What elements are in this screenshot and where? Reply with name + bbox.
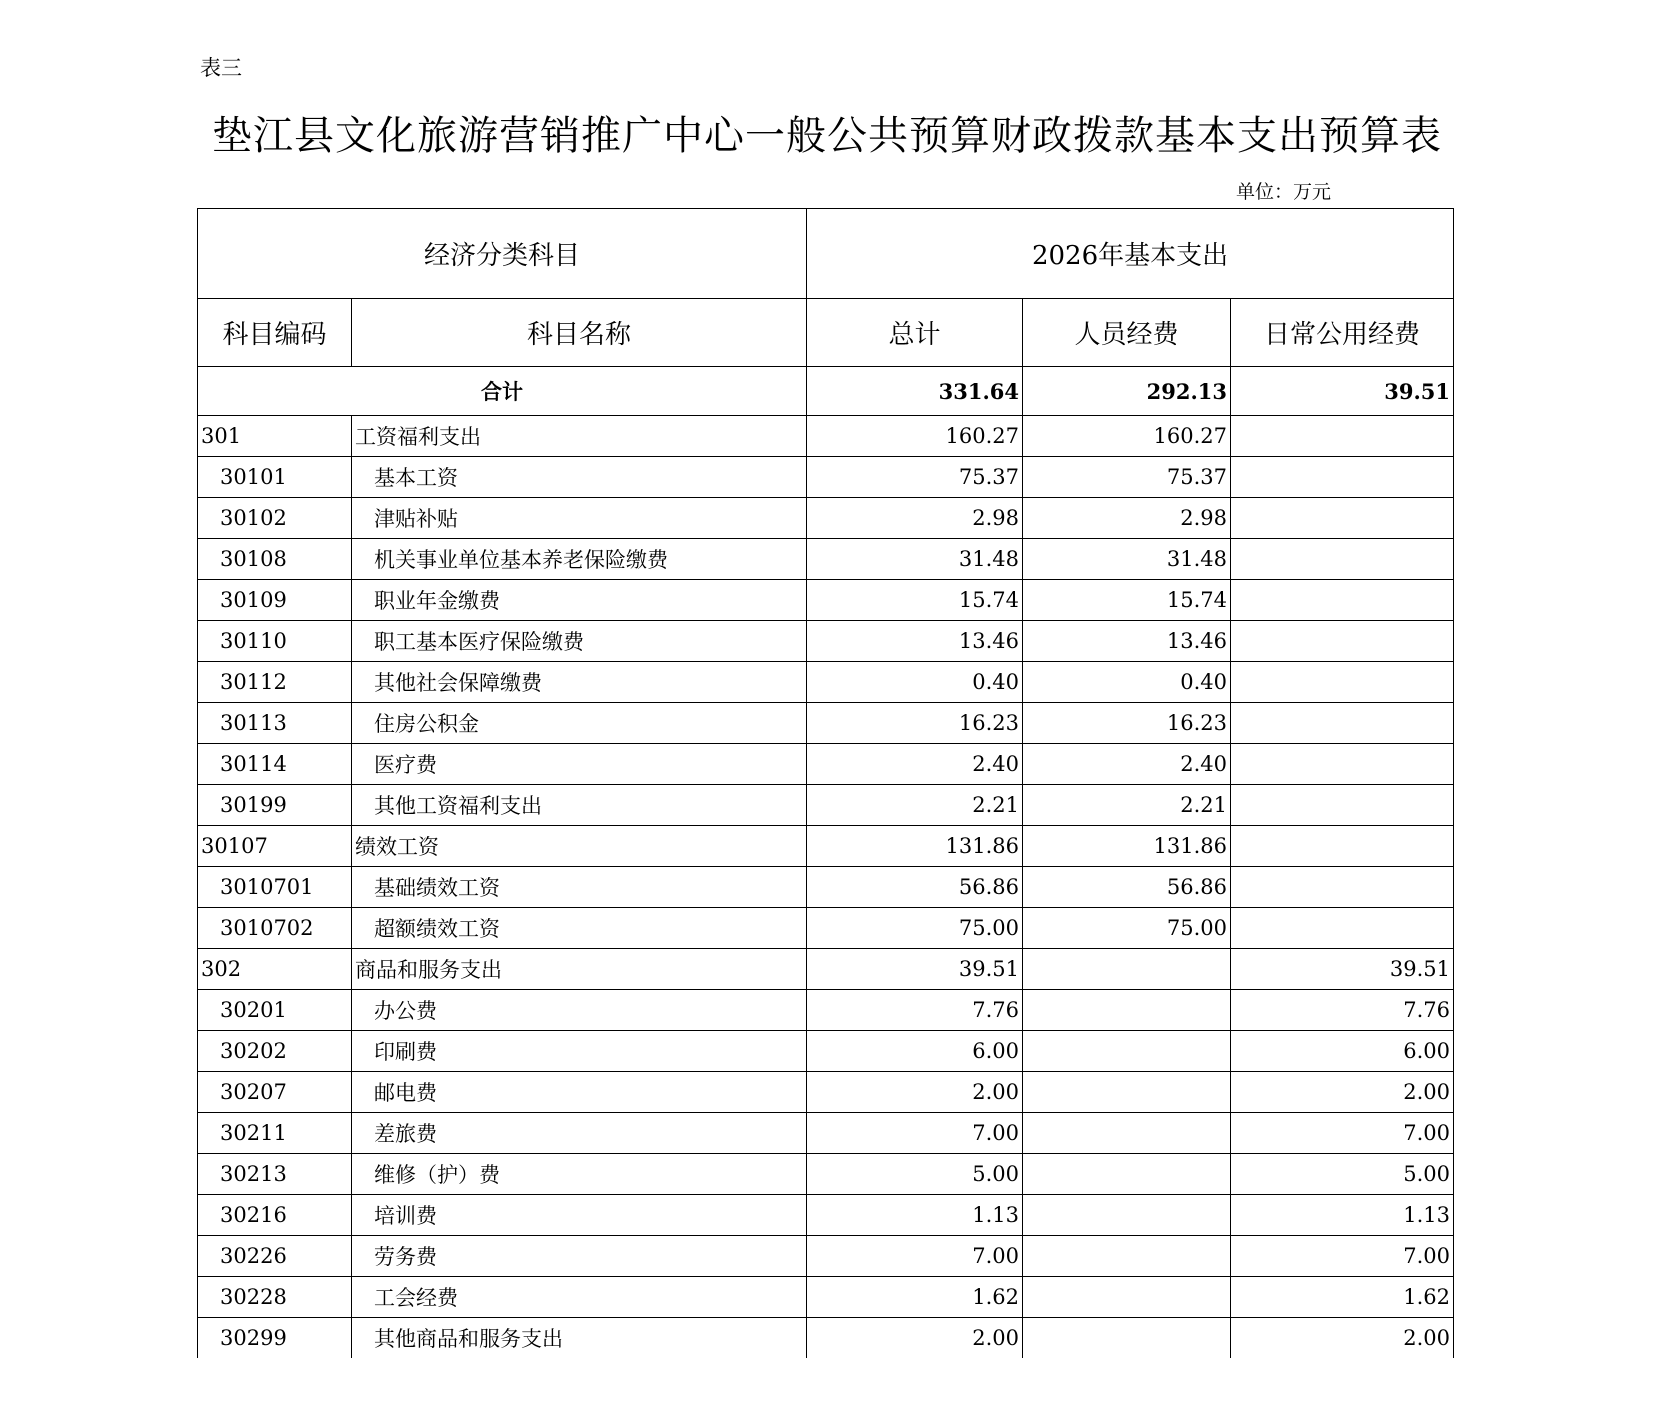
row-name: 工资福利支出	[352, 416, 807, 457]
row-name: 机关事业单位基本养老保险缴费	[352, 539, 807, 580]
table-row	[198, 1031, 1454, 1072]
table-row	[198, 826, 1454, 867]
row-public	[1231, 539, 1454, 580]
table-row	[198, 744, 1454, 785]
row-public: 1.13	[1231, 1195, 1454, 1236]
row-personnel	[1023, 1072, 1231, 1113]
page-title: 垫江县文化旅游营销推广中心一般公共预算财政拨款基本支出预算表	[212, 113, 1442, 159]
row-personnel: 2.21	[1023, 785, 1231, 826]
row-total: 2.98	[807, 498, 1023, 539]
row-code: 30201	[198, 990, 352, 1031]
row-total: 2.40	[807, 744, 1023, 785]
row-code: 30112	[198, 662, 352, 703]
row-total: 16.23	[807, 703, 1023, 744]
row-public: 2.00	[1231, 1318, 1454, 1359]
row-personnel	[1023, 990, 1231, 1031]
row-public	[1231, 457, 1454, 498]
table-row	[198, 498, 1454, 539]
row-code: 30211	[198, 1113, 352, 1154]
row-total: 39.51	[807, 949, 1023, 990]
table-row	[198, 1195, 1454, 1236]
row-public	[1231, 498, 1454, 539]
row-personnel	[1023, 1113, 1231, 1154]
table-row	[198, 949, 1454, 990]
row-code: 30207	[198, 1072, 352, 1113]
row-name: 培训费	[352, 1195, 807, 1236]
row-public	[1231, 785, 1454, 826]
row-code: 30109	[198, 580, 352, 621]
row-code: 301	[198, 416, 352, 457]
row-total: 7.00	[807, 1236, 1023, 1277]
row-name: 医疗费	[352, 744, 807, 785]
row-public: 7.76	[1231, 990, 1454, 1031]
row-name: 住房公积金	[352, 703, 807, 744]
table-row	[198, 908, 1454, 949]
row-total: 75.37	[807, 457, 1023, 498]
row-code: 30213	[198, 1154, 352, 1195]
table-row	[198, 539, 1454, 580]
row-total: 56.86	[807, 867, 1023, 908]
budget-table	[197, 208, 1454, 1358]
row-personnel: 2.40	[1023, 744, 1231, 785]
header-personnel: 人员经费	[1023, 299, 1231, 367]
row-public: 6.00	[1231, 1031, 1454, 1072]
table-row	[198, 457, 1454, 498]
row-code: 30228	[198, 1277, 352, 1318]
row-code: 30101	[198, 457, 352, 498]
total-public: 39.51	[1231, 367, 1454, 416]
row-public: 2.00	[1231, 1072, 1454, 1113]
row-total: 7.76	[807, 990, 1023, 1031]
row-code: 30226	[198, 1236, 352, 1277]
table-row	[198, 1318, 1454, 1359]
row-name: 其他商品和服务支出	[352, 1318, 807, 1359]
row-total: 5.00	[807, 1154, 1023, 1195]
row-name: 津贴补贴	[352, 498, 807, 539]
row-code: 30102	[198, 498, 352, 539]
row-total: 160.27	[807, 416, 1023, 457]
table-row	[198, 580, 1454, 621]
row-personnel	[1023, 1031, 1231, 1072]
table-row	[198, 1236, 1454, 1277]
row-name: 维修（护）费	[352, 1154, 807, 1195]
row-name: 印刷费	[352, 1031, 807, 1072]
row-public	[1231, 867, 1454, 908]
row-name: 职工基本医疗保险缴费	[352, 621, 807, 662]
row-total: 2.00	[807, 1318, 1023, 1359]
row-public: 39.51	[1231, 949, 1454, 990]
row-personnel	[1023, 949, 1231, 990]
row-total: 31.48	[807, 539, 1023, 580]
row-public: 5.00	[1231, 1154, 1454, 1195]
table-row	[198, 662, 1454, 703]
row-personnel	[1023, 1277, 1231, 1318]
row-code: 30114	[198, 744, 352, 785]
row-personnel: 0.40	[1023, 662, 1231, 703]
row-personnel: 160.27	[1023, 416, 1231, 457]
row-personnel: 16.23	[1023, 703, 1231, 744]
row-name: 其他工资福利支出	[352, 785, 807, 826]
row-name: 基础绩效工资	[352, 867, 807, 908]
row-public: 7.00	[1231, 1113, 1454, 1154]
table-label: 表三	[200, 56, 242, 80]
row-code: 30113	[198, 703, 352, 744]
row-total: 131.86	[807, 826, 1023, 867]
row-personnel: 131.86	[1023, 826, 1231, 867]
row-personnel: 75.00	[1023, 908, 1231, 949]
table-row	[198, 1154, 1454, 1195]
row-public	[1231, 908, 1454, 949]
row-total: 2.21	[807, 785, 1023, 826]
row-public	[1231, 744, 1454, 785]
row-public	[1231, 580, 1454, 621]
row-name: 差旅费	[352, 1113, 807, 1154]
row-code: 3010702	[198, 908, 352, 949]
total-total: 331.64	[807, 367, 1023, 416]
row-total: 0.40	[807, 662, 1023, 703]
total-row	[198, 367, 1454, 416]
header-name: 科目名称	[352, 299, 807, 367]
row-personnel: 31.48	[1023, 539, 1231, 580]
row-personnel: 56.86	[1023, 867, 1231, 908]
row-public: 7.00	[1231, 1236, 1454, 1277]
row-public	[1231, 662, 1454, 703]
table-row	[198, 867, 1454, 908]
header-category-group: 经济分类科目	[198, 209, 807, 299]
row-public	[1231, 621, 1454, 662]
row-total: 1.13	[807, 1195, 1023, 1236]
row-personnel	[1023, 1236, 1231, 1277]
row-name: 基本工资	[352, 457, 807, 498]
row-personnel: 13.46	[1023, 621, 1231, 662]
row-total: 13.46	[807, 621, 1023, 662]
table-row	[198, 1072, 1454, 1113]
row-code: 30108	[198, 539, 352, 580]
table-row	[198, 990, 1454, 1031]
header-row-columns	[198, 299, 1454, 367]
row-code: 30110	[198, 621, 352, 662]
row-name: 绩效工资	[352, 826, 807, 867]
header-code: 科目编码	[198, 299, 352, 367]
row-name: 商品和服务支出	[352, 949, 807, 990]
row-code: 30199	[198, 785, 352, 826]
row-public	[1231, 826, 1454, 867]
row-code: 3010701	[198, 867, 352, 908]
header-row-group	[198, 209, 1454, 299]
row-code: 30202	[198, 1031, 352, 1072]
row-name: 其他社会保障缴费	[352, 662, 807, 703]
header-year-group: 2026年基本支出	[807, 209, 1454, 299]
table-row	[198, 1277, 1454, 1318]
row-total: 6.00	[807, 1031, 1023, 1072]
row-public	[1231, 416, 1454, 457]
row-personnel	[1023, 1154, 1231, 1195]
row-code: 30216	[198, 1195, 352, 1236]
row-name: 职业年金缴费	[352, 580, 807, 621]
row-personnel: 15.74	[1023, 580, 1231, 621]
row-total: 1.62	[807, 1277, 1023, 1318]
table-row	[198, 785, 1454, 826]
row-name: 超额绩效工资	[352, 908, 807, 949]
row-personnel: 2.98	[1023, 498, 1231, 539]
row-name: 工会经费	[352, 1277, 807, 1318]
row-code: 30107	[198, 826, 352, 867]
row-personnel: 75.37	[1023, 457, 1231, 498]
total-personnel: 292.13	[1023, 367, 1231, 416]
row-code: 30299	[198, 1318, 352, 1359]
table-row	[198, 416, 1454, 457]
row-public: 1.62	[1231, 1277, 1454, 1318]
row-name: 劳务费	[352, 1236, 807, 1277]
table-row	[198, 1113, 1454, 1154]
header-total: 总计	[807, 299, 1023, 367]
unit-label: 单位：万元	[1236, 181, 1332, 203]
row-public	[1231, 703, 1454, 744]
row-total: 7.00	[807, 1113, 1023, 1154]
row-personnel	[1023, 1195, 1231, 1236]
row-total: 2.00	[807, 1072, 1023, 1113]
table-row	[198, 703, 1454, 744]
row-code: 302	[198, 949, 352, 990]
table-row	[198, 621, 1454, 662]
row-name: 办公费	[352, 990, 807, 1031]
row-total: 15.74	[807, 580, 1023, 621]
header-public: 日常公用经费	[1231, 299, 1454, 367]
total-label: 合计	[198, 367, 807, 416]
row-name: 邮电费	[352, 1072, 807, 1113]
row-total: 75.00	[807, 908, 1023, 949]
row-personnel	[1023, 1318, 1231, 1359]
